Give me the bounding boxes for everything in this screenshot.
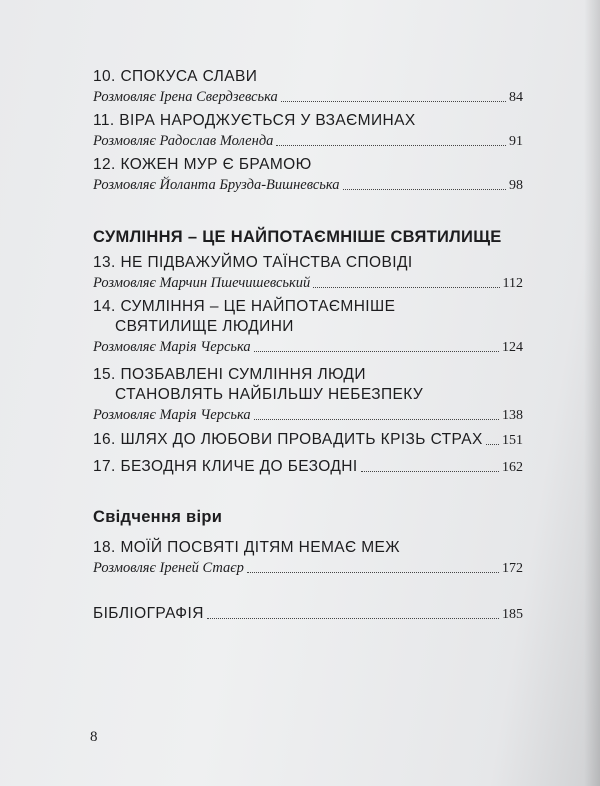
entry-title-line-2: СТАНОВЛЯТЬ НАЙБІЛЬШУ НЕБЕЗПЕКУ	[115, 386, 424, 403]
dot-leader	[276, 145, 506, 146]
bibliography-title: БІБЛІОГРАФІЯ	[93, 605, 204, 622]
entry-speaker: Розмовляє Ірена Свердзевська	[93, 89, 278, 105]
page-edge-shadow	[584, 0, 600, 786]
entry-title-line-2: СВЯТИЛИЩЕ ЛЮДИНИ	[115, 318, 294, 335]
entry-title: 18. МОЇЙ ПОСВЯТІ ДІТЯМ НЕМАЄ МЕЖ	[93, 539, 400, 556]
entry-speaker-row	[93, 131, 523, 151]
dot-leader	[361, 471, 499, 472]
entry-title: 13. НЕ ПІДВАЖУЙМО ТАЇНСТВА СПОВІДІ	[93, 254, 413, 271]
toc-entry-bibliography	[93, 604, 523, 624]
dot-leader	[486, 444, 499, 445]
section-heading-witness: Свідчення віри	[93, 508, 223, 526]
entry-page-number: 172	[502, 561, 523, 576]
entry-title: 17. БЕЗОДНЯ КЛИЧЕ ДО БЕЗОДНІ	[93, 458, 358, 475]
toc-entry-14	[93, 297, 523, 357]
entry-title-line-1: 14. СУМЛІННЯ – ЦЕ НАЙПОТАЄМНІШЕ	[93, 298, 396, 315]
entry-page-number: 138	[502, 408, 523, 423]
toc-entry-17	[93, 457, 523, 477]
dot-leader	[281, 101, 506, 102]
dot-leader	[247, 572, 499, 573]
dot-leader	[343, 189, 506, 190]
dot-leader	[313, 287, 499, 288]
toc-entry-16	[93, 430, 523, 450]
bibliography-page-number: 185	[502, 607, 523, 622]
entry-speaker: Розмовляє Марія Черська	[93, 339, 251, 355]
entry-title-row	[93, 430, 523, 450]
toc-entry-11	[93, 111, 523, 151]
dot-leader	[254, 419, 499, 420]
entry-title: 16. ШЛЯХ ДО ЛЮБОВИ ПРОВАДИТЬ КРІЗЬ СТРАХ	[93, 431, 483, 448]
entry-page-number: 91	[509, 134, 523, 149]
dot-leader	[254, 351, 499, 352]
entry-speaker-row	[93, 175, 523, 195]
entry-page-number: 98	[509, 178, 523, 193]
entry-page-number: 124	[502, 340, 523, 355]
entry-speaker-row	[93, 558, 523, 578]
toc-entry-12	[93, 155, 523, 195]
entry-speaker: Розмовляє Іреней Стаєр	[93, 560, 244, 576]
entry-page-number: 162	[502, 460, 523, 475]
entry-speaker-row	[93, 405, 523, 425]
entry-speaker: Розмовляє Йоланта Брузда-Вишневська	[93, 177, 340, 193]
entry-page-number: 112	[502, 276, 523, 291]
section-heading-conscience: СУМЛІННЯ – ЦЕ НАЙПОТАЄМНІШЕ СВЯТИЛИЩЕ	[93, 228, 502, 246]
entry-speaker: Розмовляє Марія Черська	[93, 407, 251, 423]
entry-speaker: Розмовляє Марчин Пшечишевський	[93, 275, 311, 291]
toc-entry-10	[93, 67, 523, 107]
entry-speaker-row	[93, 87, 523, 107]
page-number: 8	[90, 729, 98, 745]
entry-title-row	[93, 457, 523, 477]
entry-title: 11. ВІРА НАРОДЖУЄТЬСЯ У ВЗАЄМИНАХ	[93, 112, 416, 129]
toc-entry-15	[93, 365, 523, 425]
entry-title: 10. СПОКУСА СЛАВИ	[93, 68, 258, 85]
entry-speaker: Розмовляє Радослав Моленда	[93, 133, 274, 149]
entry-speaker-row	[93, 337, 523, 357]
entry-title-row	[93, 604, 523, 624]
entry-speaker-row	[93, 273, 523, 293]
entry-page-number: 151	[502, 433, 523, 448]
dot-leader	[207, 618, 499, 619]
entry-title-line-1: 15. ПОЗБАВЛЕНІ СУМЛІННЯ ЛЮДИ	[93, 366, 366, 383]
toc-entry-18	[93, 538, 523, 578]
entry-title: 12. КОЖЕН МУР Є БРАМОЮ	[93, 156, 312, 173]
toc-entry-13	[93, 253, 523, 293]
entry-page-number: 84	[509, 90, 523, 105]
